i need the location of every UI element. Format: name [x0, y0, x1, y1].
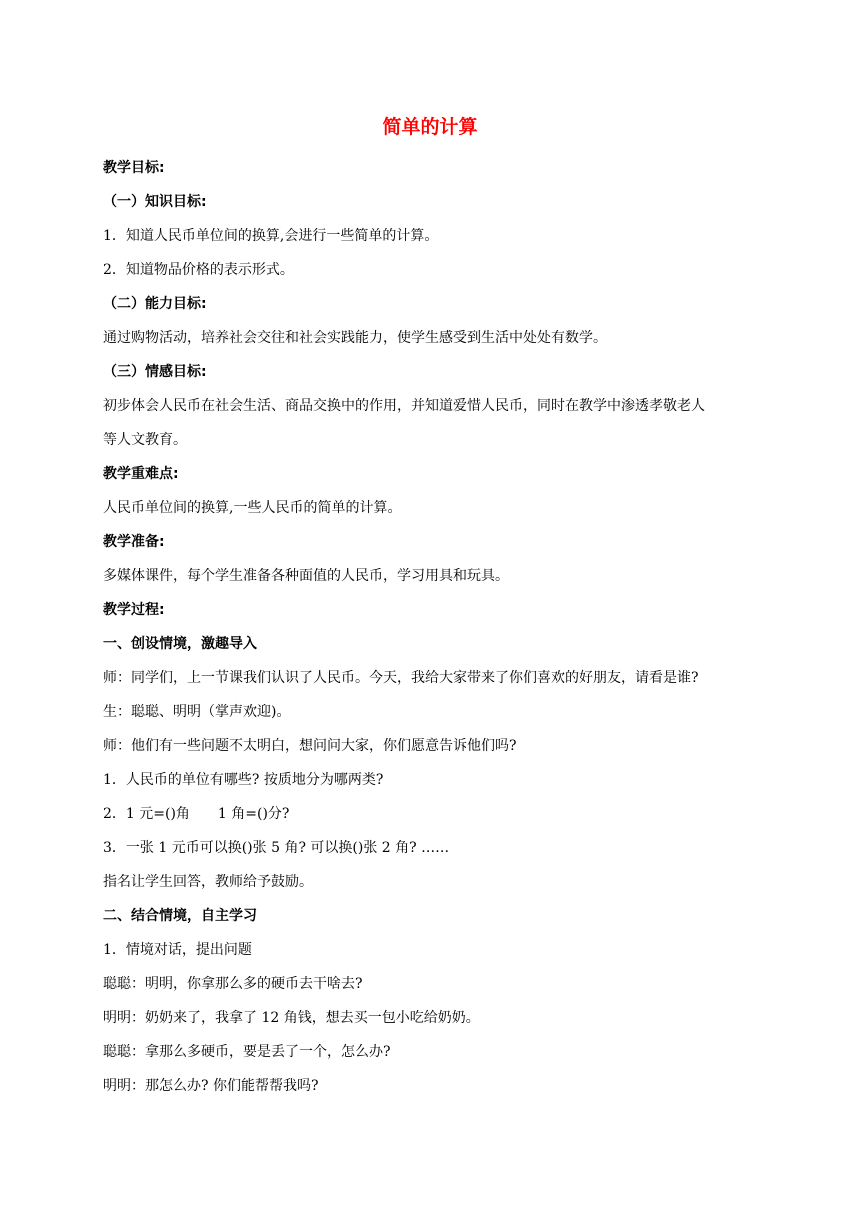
section-heading: 教学过程:: [103, 602, 165, 618]
body-line: 通过购物活动，培养社会交往和社会实践能力，使学生感受到生活中处处有数学。: [103, 330, 607, 346]
section-heading: 一、创设情境，激趣导入: [103, 636, 257, 652]
body-line: 人民币单位间的换算,一些人民币的简单的计算。: [103, 500, 402, 516]
section-heading: 二、结合情境，自主学习: [103, 908, 257, 924]
body-line: 初步体会人民币在社会生活、商品交换中的作用，并知道爱惜人民币，同时在教学中渗透孝敬老人: [103, 398, 705, 414]
body-line: 3．一张 1 元币可以换()张 5 角? 可以换()张 2 角? ……: [103, 840, 450, 856]
body-line: 师：他们有一些问题不太明白，想问问大家，你们愿意告诉他们吗?: [103, 738, 517, 754]
section-heading: （一）知识目标:: [103, 194, 207, 210]
document-body: [103, 151, 763, 1103]
body-line: 师：同学们，上一节课我们认识了人民币。今天，我给大家带来了你们喜欢的好朋友，请看是谁?: [103, 670, 699, 686]
body-line: 等人文教育。: [103, 432, 187, 448]
body-line: 聪聪：明明，你拿那么多的硬币去干啥去?: [103, 976, 363, 992]
body-line: 生：聪聪、明明（掌声欢迎)。: [103, 704, 291, 720]
body-line: 多媒体课件，每个学生准备各种面值的人民币，学习用具和玩具。: [103, 568, 509, 584]
section-heading: 教学目标:: [103, 160, 165, 176]
body-line: 1．情境对话，提出问题: [103, 942, 252, 958]
document-title: 简单的计算: [382, 116, 478, 138]
body-line: 1．人民币的单位有哪些? 按质地分为哪两类?: [103, 772, 384, 788]
body-line: 1．知道人民币单位间的换算,会进行一些简单的计算。: [103, 228, 439, 244]
section-heading: （三）情感目标:: [103, 364, 207, 380]
body-line: 明明：那怎么办? 你们能帮帮我吗?: [103, 1078, 319, 1094]
body-line: 明明：奶奶来了，我拿了 12 角钱，想去买一包小吃给奶奶。: [103, 1010, 480, 1026]
section-heading: 教学准备:: [103, 534, 165, 550]
body-line: 指名让学生回答，教师给予鼓励。: [103, 874, 313, 890]
body-line: 2．知道物品价格的表示形式。: [103, 262, 294, 278]
body-line: 聪聪：拿那么多硬币，要是丢了一个，怎么办?: [103, 1044, 391, 1060]
section-heading: 教学重难点:: [103, 466, 179, 482]
section-heading: （二）能力目标:: [103, 296, 207, 312]
body-line: 2．1 元=()角 1 角=()分?: [103, 806, 290, 822]
